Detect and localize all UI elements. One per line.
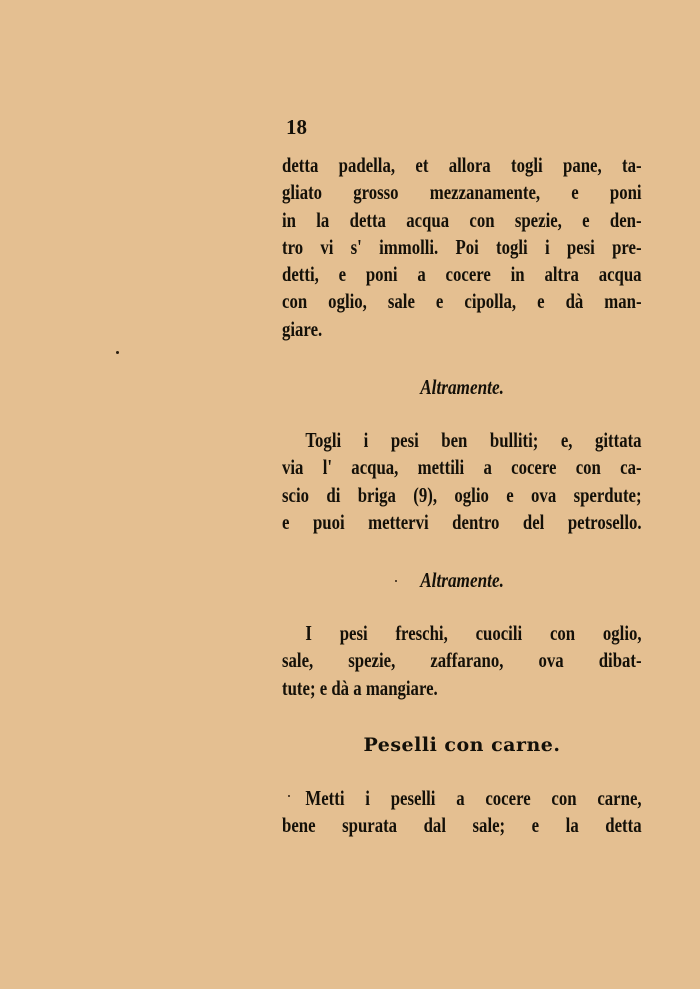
text-line: I pesi freschi, cuocili con oglio, [305,621,642,645]
paper-speck [395,580,397,582]
text-line: con oglio, sale e cipolla, e dà man- [282,289,642,314]
text-line: via l' acqua, mettili a cocere con ca- [282,455,642,480]
heading-text: Altramente. [420,568,504,592]
text-line: sale, spezie, zaffarano, ova dibat- [282,648,642,673]
paragraph-3 [282,620,642,702]
paragraph-4 [282,785,642,840]
text-line: scio di briga (9), oglio e ova sperdute; [282,482,642,507]
page-number: 18 [286,115,307,139]
section-heading-altramente-2 [282,566,642,594]
text-line: tro vi s' immolli. Poi togli i pesi pre- [282,234,642,259]
paragraph-1 [282,152,642,343]
section-heading-altramente-1 [282,373,642,401]
paper-speck [288,795,290,797]
paper-speck [116,351,119,354]
text-line: Togli i pesi ben bulliti; e, gittata [305,428,642,452]
heading-text: Altramente. [420,375,504,399]
text-line: Metti i peselli a cocere con carne, [305,786,642,810]
text-line: in la detta acqua con spezie, e den- [282,207,642,232]
text-line: detta padella, et allora togli pane, ta- [282,153,642,177]
text-line: bene spurata dal sale; e la detta [282,813,642,838]
text-line: tute; e dà a mangiare. [282,675,438,700]
text-line: e puoi mettervi dentro del petrosello. [282,509,642,534]
text-line: giare. [282,316,323,341]
section-heading-peselli-con-carne: Peselli con carne. [363,734,561,756]
text-line: detti, e poni a cocere in altra acqua [282,262,642,287]
text-line: gliato grosso mezzanamente, e poni [282,180,642,205]
paragraph-2 [282,427,642,536]
